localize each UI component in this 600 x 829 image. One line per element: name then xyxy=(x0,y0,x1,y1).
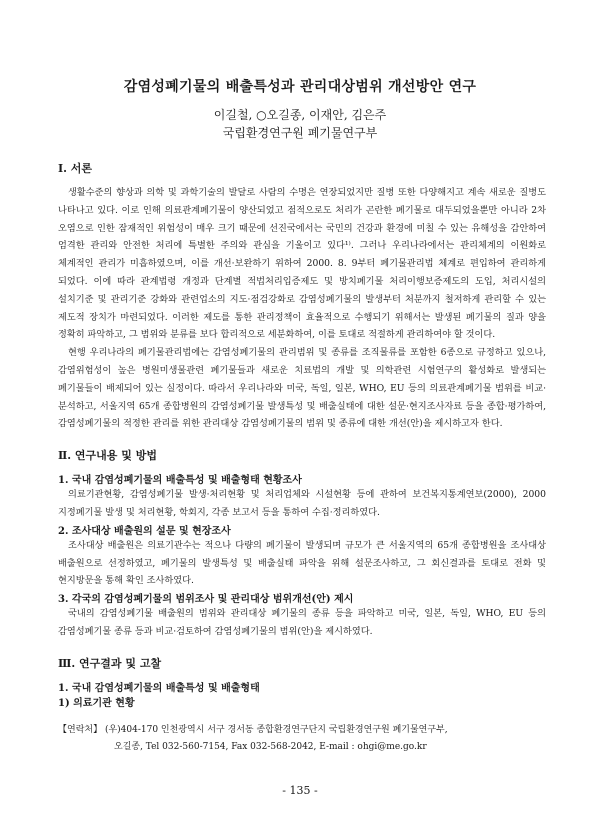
contact-line-2: 오길종, Tel 032-560-7154, Fax 032-568-2042, E-mail : ohgi@me.go.kr xyxy=(114,742,427,752)
section-heading-intro: Ⅰ. 서론 xyxy=(58,162,93,175)
methods-subsection-3-text: 국내의 감염성폐기물 배출원의 범위와 관리대상 폐기물의 종류 등을 파악하고 미국, 일본, 독일, WHO, EU 등의 감염성폐기물 종류 등과 비교·검토하여 감염성폐기물의 범위(안)을 제시하였다. xyxy=(58,608,546,637)
body-content xyxy=(58,160,546,709)
intro-paragraph-2: 현행 우리나라의 폐기물관리법에는 감염성폐기물의 관리범위 및 종류를 조직물류를 포함한 6종으로 규정하고 있으나, 감염위험성이 높은 병원미생물관련 폐기물들과 새로운 치료법의 개발 및 의학관련 시험연구의 활성화로 발생되는 폐기물들이 배제되어 있는 실정이다. 따라서 우리나라와 미국, 독일, 일본, WHO, EU 등의 의료관계폐기물 범위를 비교·분석하고, 서울지역 65개 종합병원의 감염성폐기물 발생특성 및 배출실태에 대한 설문·현지조사자료 등을 종합·평가하여, 감염성폐기물의 적정한 관리를 위한 관리대상 감염성폐기물의 범위 및 종류에 대한 개선(안)을 제시하고자 한다. xyxy=(58,347,546,430)
methods-subsection-1-title: 1. 국내 감염성폐기물의 배출특성 및 배출형태 현황조사 xyxy=(58,475,302,487)
methods-subsection-3-title: 3. 각국의 감염성폐기물의 범위조사 및 관리대상 범위개선(안) 제시 xyxy=(58,594,354,606)
author-list: 이길철, ○오길종, 이재안, 김은주 xyxy=(213,108,387,122)
section-heading-methods: Ⅱ. 연구내용 및 방법 xyxy=(58,449,157,463)
contact-line-1: 【연락처】 (우)404-170 인천광역시 서구 경서동 종합환경연구단지 국립환경연구원 폐기물연구부, xyxy=(58,725,448,735)
page-number: - 135 - xyxy=(282,784,318,797)
affiliation: 국립환경연구원 폐기물연구부 xyxy=(222,126,378,140)
methods-subsection-1-text: 의료기관현황, 감염성폐기물 발생·처리현황 및 처리업체와 시설현황 등에 관하여 보건복지통계연보(2000), 2000 지정폐기물 발생 및 처리현황, 학회지, 각종 보고서 등을 통하여 수집·정리하였다. xyxy=(58,489,546,518)
results-subsection-1-sub: 1) 의료기관 현황 xyxy=(58,697,135,709)
results-subsection-1-title: 1. 국내 감염성폐기물의 배출특성 및 배출형태 xyxy=(58,682,260,694)
contact-footer xyxy=(58,722,546,756)
methods-subsection-2-text: 조사대상 배출원은 의료기관수는 적으나 다량의 폐기물이 발생되며 규모가 큰 서울지역의 65개 종합병원을 조사대상 배출원으로 선정하였고, 폐기물의 발생특성 및 배출실태 파악을 위해 설문조사하고, 그 회신결과를 토대로 전화 및 현지방문을 통해 확인 조사하였다. xyxy=(58,539,546,587)
methods-subsection-2-title: 2. 조사대상 배출원의 설문 및 현장조사 xyxy=(58,525,231,537)
intro-paragraph-1: 생활수준의 향상과 의학 및 과학기술의 발달로 사람의 수명은 연장되었지만 질병 또한 다양해지고 계속 새로운 질병도 나타나고 있다. 이로 인해 의료관계폐기물이 양산되었고 점적으로도 처리가 곤란한 폐기물로 대두되었을뿐만 아니라 2차 오염으로 인한 잠재적인 위험성이 매우 크기 때문에 선진국에서는 국민의 건강과 환경에 미칠 수 있는 유해성을 감안하여 엄격한 관리와 안전한 처리에 특별한 주의와 관심을 기울이고 있다¹⁾. 그러나 우리나라에서는 관리체계의 이원화로 체계적인 관리가 미흡하였으며, 이를 개선·보완하기 위하여 2000. 8. 9부터 폐기물관리법 체계로 편입하여 관리하게 되었다. 이에 따라 관계법령 개정과 단계별 적법처리입증제도 및 방치폐기물 처리이행보증제도의 도입, 처리시설의 설치기준 및 관리기준 강화와 관련업소의 지도·점검강화로 감염성폐기물의 발생부터 처분까지 철저하게 관리할 수 있는 제도적 장치가 마련되었다. 이러한 제도를 통한 관리정책이 효율적으로 수행되기 위해서는 발생된 폐기물의 질과 양을 정확히 파악하고, 그 범위와 분류를 보다 합리적으로 세분화하여, 이를 토대로 적절하게 관리하여야 할 것이다. xyxy=(58,187,546,341)
section-heading-results: Ⅲ. 연구결과 및 고찰 xyxy=(58,656,162,670)
paper-title: 감염성폐기물의 배출특성과 관리대상범위 개선방안 연구 xyxy=(123,79,477,95)
